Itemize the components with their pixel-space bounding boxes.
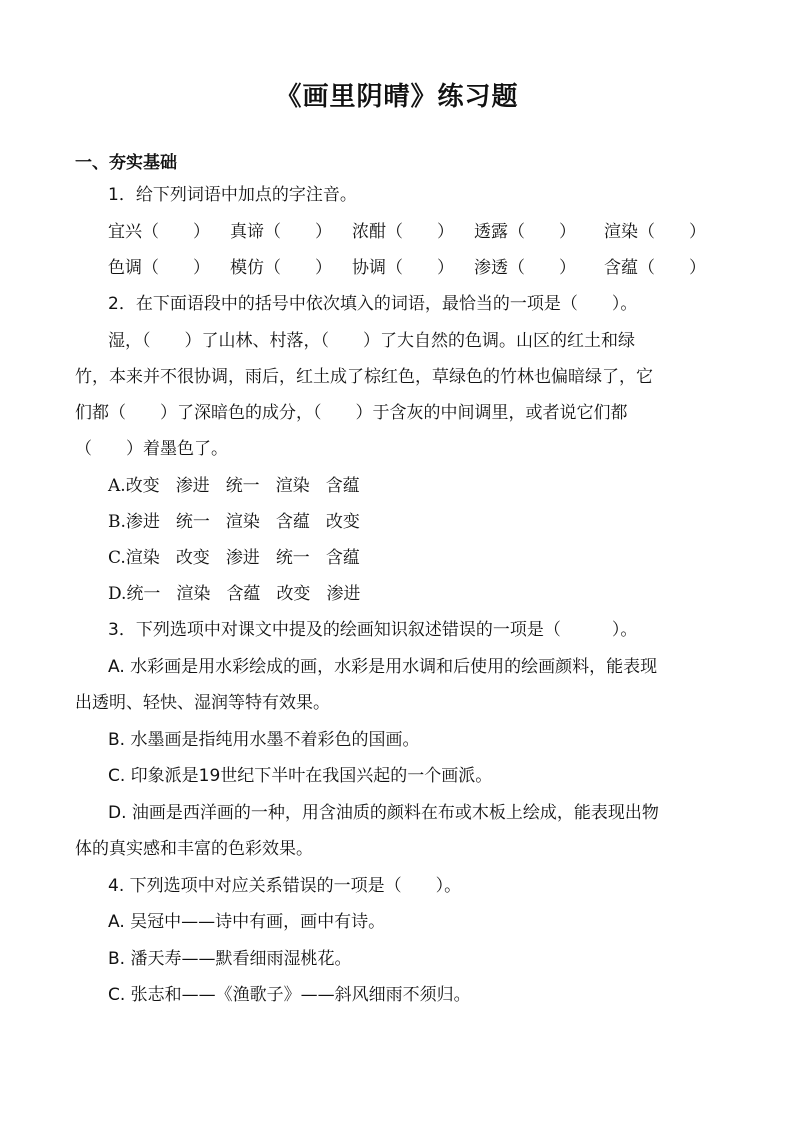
option-word: 含蕴 <box>325 476 360 496</box>
pinyin-item: 真谛（ ） <box>230 222 332 242</box>
q3-option-d: D. 油画是西洋画的一种，用含油质的颜料在布或木板上绘成，能表现出物 <box>108 803 659 823</box>
q3-option-d-cont: 体的真实感和丰富的色彩效果。 <box>75 839 313 859</box>
section-heading: 一、夯实基础 <box>75 153 177 173</box>
q3-option-c: C. 印象派是19世纪下半叶在我国兴起的一个画派。 <box>108 766 493 786</box>
option-word: 统一 <box>175 512 210 532</box>
option-word: 渗进 <box>326 584 361 604</box>
pinyin-item: 浓酣（ ） <box>352 222 454 242</box>
option-label: B. <box>108 512 126 532</box>
option-word: 改变 <box>175 548 210 568</box>
option-d <box>108 582 376 606</box>
q3-option-b: B. 水墨画是指纯用水墨不着彩色的国画。 <box>108 730 420 750</box>
option-word: 渲染 <box>275 476 310 496</box>
option-word: 渲染 <box>125 548 160 568</box>
question-4-stem: 4. 下列选项中对应关系错误的一项是（ ）。 <box>108 876 462 896</box>
option-word: 含蕴 <box>226 584 261 604</box>
option-word: 统一 <box>126 584 161 604</box>
pinyin-item: 宜兴（ ） <box>108 222 210 242</box>
q4-option-c: C. 张志和——《渔歌子》——斜风细雨不须归。 <box>108 985 471 1005</box>
option-word: 渲染 <box>176 584 211 604</box>
option-word: 渲染 <box>225 512 260 532</box>
option-label: A. <box>108 476 126 496</box>
q4-option-a: A. 吴冠中——诗中有画，画中有诗。 <box>108 912 386 932</box>
pinyin-item: 渗透（ ） <box>474 258 576 278</box>
q3-option-a: A. 水彩画是用水彩绘成的画，水彩是用水调和后使用的绘画颜料，能表现 <box>108 657 658 677</box>
pinyin-item: 协调（ ） <box>352 258 454 278</box>
option-word: 含蕴 <box>275 512 310 532</box>
option-word: 渗进 <box>225 548 260 568</box>
option-b <box>108 510 376 534</box>
passage-line: 们都（ ）了深暗色的成分，（ ）于含灰的中间调里，或者说它们都 <box>75 403 628 423</box>
option-c <box>108 546 376 570</box>
q3-option-a-cont: 出透明、轻快、湿润等特有效果。 <box>75 693 330 713</box>
question-2-stem: 2．在下面语段中的括号中依次填入的词语，最恰当的一项是（ ）。 <box>108 294 638 314</box>
question-3-stem: 3．下列选项中对课文中提及的绘画知识叙述错误的一项是（ ）。 <box>108 620 638 640</box>
option-word: 含蕴 <box>325 548 360 568</box>
pinyin-item: 渲染（ ） <box>604 222 706 242</box>
pinyin-item: 色调（ ） <box>108 258 210 278</box>
option-word: 渗进 <box>125 512 160 532</box>
passage-line: 湿，（ ）了山林、村落，（ ）了大自然的色调。山区的红土和绿 <box>108 331 635 351</box>
option-a <box>108 474 376 498</box>
option-word: 统一 <box>225 476 260 496</box>
passage-line: （ ）着墨色了。 <box>75 439 228 459</box>
option-word: 改变 <box>125 476 160 496</box>
passage-line: 竹，本来并不很协调，雨后，红土成了棕红色，草绿色的竹林也偏暗绿了，它 <box>75 367 653 387</box>
option-word: 统一 <box>275 548 310 568</box>
option-label: D. <box>108 584 127 604</box>
q4-option-b: B. 潘天寿——默看细雨湿桃花。 <box>108 949 352 969</box>
option-word: 渗进 <box>175 476 210 496</box>
page-title: 《画里阴晴》练习题 <box>275 82 519 112</box>
pinyin-item: 透露（ ） <box>474 222 576 242</box>
option-label: C. <box>108 548 126 568</box>
pinyin-item: 模仿（ ） <box>230 258 332 278</box>
option-word: 改变 <box>325 512 360 532</box>
pinyin-item: 含蕴（ ） <box>604 258 706 278</box>
question-1-stem: 1．给下列词语中加点的字注音。 <box>108 185 357 205</box>
option-word: 改变 <box>276 584 311 604</box>
